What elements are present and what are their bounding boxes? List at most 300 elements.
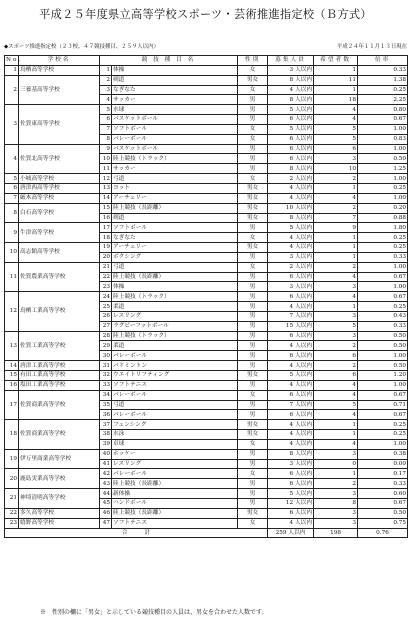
applicants: 4 — [314, 380, 358, 390]
row-no: 18 — [5, 420, 19, 450]
sex: 男 — [238, 498, 268, 508]
school-name: 厳木高等学校 — [19, 193, 100, 203]
sport-name: アーチェリー — [112, 193, 238, 203]
sport-no: 14 — [100, 193, 112, 203]
ratio: 0.38 — [358, 449, 408, 459]
applicants: 7 — [314, 213, 358, 223]
ratio: 1.00 — [358, 174, 408, 184]
sex: 女 — [238, 124, 268, 134]
applicants: 3 — [314, 311, 358, 321]
sex: 女 — [238, 262, 268, 272]
meta-line — [4, 42, 407, 52]
capacity: 2 人以内 — [268, 174, 314, 184]
ratio: 0.80 — [358, 105, 408, 115]
table-row — [5, 371, 408, 381]
sport-no: 31 — [100, 361, 112, 371]
table-row — [5, 243, 408, 253]
capacity: 6 人以内 — [268, 134, 314, 144]
sex: 男女 — [238, 430, 268, 440]
applicants: 0 — [314, 459, 358, 469]
sport-no: 23 — [100, 282, 112, 292]
sex: 男 — [238, 105, 268, 115]
ratio: 0.33 — [358, 479, 408, 489]
sport-name: 水泳 — [112, 430, 238, 440]
school-name: 佐賀商業高等学校 — [19, 390, 100, 420]
ratio: 0.50 — [358, 331, 408, 341]
applicants: 4 — [314, 272, 358, 282]
sport-name: ソフトテニス — [112, 380, 238, 390]
ratio: 0.88 — [358, 213, 408, 223]
sex: 男女 — [238, 371, 268, 381]
sport-no: 7 — [100, 124, 112, 134]
sport-no: 11 — [100, 164, 112, 174]
sport-no: 34 — [100, 390, 112, 400]
sport-no: 6 — [100, 115, 112, 125]
applicants: 1 — [314, 243, 358, 253]
sport-no: 27 — [100, 321, 112, 331]
capacity: 8 人以内 — [268, 75, 314, 85]
applicants: 5 — [314, 400, 358, 410]
header-no: No. — [6, 57, 23, 64]
total-capacity: 259 人以内 — [268, 528, 314, 538]
school-name: 佐賀農業高等学校 — [19, 262, 100, 292]
sport-name: 陸上競技（長距離） — [112, 272, 238, 282]
row-no: 7 — [5, 193, 19, 203]
applicants: 2 — [314, 174, 358, 184]
sport-name: バドミントン — [112, 361, 238, 371]
applicants: 1 — [314, 85, 358, 95]
capacity: 4 人以内 — [268, 439, 314, 449]
applicants: 5 — [314, 134, 358, 144]
sex: 男 — [238, 380, 268, 390]
sport-no: 42 — [100, 469, 112, 479]
capacity: 5 人以内 — [268, 124, 314, 134]
sex: 女 — [238, 390, 268, 400]
ratio: 0.25 — [358, 420, 408, 430]
ratio: 1.00 — [358, 282, 408, 292]
sport-no: 4 — [100, 95, 112, 105]
capacity: 4 人以内 — [268, 518, 314, 528]
sport-no: 2 — [100, 75, 112, 85]
school-name: 多久高等学校 — [19, 508, 100, 518]
sport-name: バレーボール — [112, 390, 238, 400]
ratio: 1.20 — [358, 371, 408, 381]
applicants: 5 — [314, 124, 358, 134]
sport-no: 5 — [100, 105, 112, 115]
sport-no: 41 — [100, 459, 112, 469]
sport-no: 15 — [100, 203, 112, 213]
header-sex: 性別 — [238, 56, 268, 66]
applicants: 10 — [314, 164, 358, 174]
sport-no: 25 — [100, 302, 112, 312]
capacity: 8 人以内 — [268, 449, 314, 459]
row-no: 8 — [5, 203, 19, 223]
table-row — [5, 331, 408, 341]
ratio: 0.25 — [358, 302, 408, 312]
ratio: 0.25 — [358, 430, 408, 440]
sex: 女 — [238, 85, 268, 95]
sport-no: 21 — [100, 262, 112, 272]
row-no: 14 — [5, 361, 19, 371]
applicants: 2 — [314, 361, 358, 371]
sport-name: 陸上競技（トラック） — [112, 331, 238, 341]
applicants: 3 — [314, 508, 358, 518]
capacity: 6 人以内 — [268, 292, 314, 302]
header-ratio: 倍率 — [358, 56, 408, 66]
sport-no: 3 — [100, 85, 112, 95]
sport-name: レスリング — [112, 459, 238, 469]
sex: 男女 — [238, 213, 268, 223]
capacity: 7 人以内 — [268, 311, 314, 321]
sport-no: 45 — [100, 498, 112, 508]
capacity: 5 人以内 — [268, 223, 314, 233]
capacity: 4 人以内 — [268, 243, 314, 253]
capacity: 4 人以内 — [268, 233, 314, 243]
capacity: 6 人以内 — [268, 508, 314, 518]
sex: 男 — [238, 400, 268, 410]
applicants: 4 — [314, 292, 358, 302]
sport-no: 22 — [100, 272, 112, 282]
ratio: 0.00 — [358, 459, 408, 469]
table-row — [5, 420, 408, 430]
capacity: 8 人以内 — [268, 95, 314, 105]
table-row — [5, 449, 408, 459]
sport-no: 32 — [100, 371, 112, 381]
capacity: 3 人以内 — [268, 252, 314, 262]
applicants: 11 — [314, 75, 358, 85]
ratio: 0.67 — [358, 390, 408, 400]
capacity: 4 人以内 — [268, 380, 314, 390]
applicants: 2 — [314, 479, 358, 489]
ratio: 0.67 — [358, 115, 408, 125]
capacity: 8 人以内 — [268, 213, 314, 223]
row-no: 3 — [5, 105, 19, 144]
sport-no: 17 — [100, 223, 112, 233]
sex: 男 — [238, 282, 268, 292]
sport-no: 1 — [100, 65, 112, 75]
school-name: 牛津高等学校 — [19, 223, 100, 243]
applicants: 1 — [314, 65, 358, 75]
sport-name: バレーボール — [112, 134, 238, 144]
row-no: 21 — [5, 489, 19, 509]
row-no: 2 — [5, 75, 19, 105]
capacity: 12 人以内 — [268, 498, 314, 508]
school-name: 佐賀北高等学校 — [19, 144, 100, 174]
header-sport: 競 技 種 目 名 — [100, 56, 238, 66]
capacity: 6 人以内 — [268, 469, 314, 479]
capacity: 5 人以内 — [268, 105, 314, 115]
ratio: 1.38 — [358, 75, 408, 85]
ratio: 0.20 — [358, 203, 408, 213]
sport-name: 陸上競技（長距離） — [112, 203, 238, 213]
row-no: 20 — [5, 469, 19, 489]
row-no: 17 — [5, 390, 19, 420]
school-name: 唐津工業高等学校 — [19, 361, 100, 371]
capacity: 4 人以内 — [268, 302, 314, 312]
table-row — [5, 508, 408, 518]
sex: 男 — [238, 489, 268, 499]
sport-name: レスリング — [112, 311, 238, 321]
school-name: 高志館高等学校 — [19, 243, 100, 263]
table-row — [5, 203, 408, 213]
sport-no: 36 — [100, 410, 112, 420]
sex: 男女 — [238, 183, 268, 193]
applicants: 1 — [314, 302, 358, 312]
ratio: 0.67 — [358, 292, 408, 302]
table-row — [5, 144, 408, 154]
school-name: 佐賀工業高等学校 — [19, 331, 100, 361]
applicants: 3 — [314, 518, 358, 528]
sex: 男女 — [238, 508, 268, 518]
sport-name: ソフトテニス — [112, 518, 238, 528]
capacity: 6 人以内 — [268, 479, 314, 489]
ratio: 0.67 — [358, 498, 408, 508]
sex: 男 — [238, 292, 268, 302]
capacity: 2 人以内 — [268, 262, 314, 272]
sex: 女 — [238, 174, 268, 184]
sex: 男 — [238, 302, 268, 312]
capacity: 15 人以内 — [268, 321, 314, 331]
table-header-row — [5, 56, 408, 66]
ratio: 0.33 — [358, 252, 408, 262]
row-no: 6 — [5, 183, 19, 193]
table-row — [5, 518, 408, 528]
applicants: 4 — [314, 115, 358, 125]
applicants: 3 — [314, 282, 358, 292]
sport-name: 陸上競技（長距離） — [112, 508, 238, 518]
header-school: 学校名 — [19, 56, 100, 66]
sport-name: ウエイトリフティング — [112, 371, 238, 381]
sport-name: 卓球 — [112, 439, 238, 449]
table-row — [5, 105, 408, 115]
ratio: 0.43 — [358, 311, 408, 321]
school-name: 佐賀商業高等学校 — [19, 420, 100, 450]
table-row — [5, 361, 408, 371]
sport-name: ハンドボール — [112, 498, 238, 508]
row-no: 13 — [5, 331, 19, 361]
ratio: 0.33 — [358, 321, 408, 331]
applicants: 1 — [314, 469, 358, 479]
capacity: 6 人以内 — [268, 144, 314, 154]
sport-name: 柔道 — [112, 302, 238, 312]
sport-name: フェンシング — [112, 420, 238, 430]
sport-name: バレーボール — [112, 351, 238, 361]
row-no: 5 — [5, 174, 19, 184]
sport-no: 43 — [100, 479, 112, 489]
sport-no: 8 — [100, 134, 112, 144]
designated-schools-table — [4, 55, 408, 538]
capacity: 6 人以内 — [268, 331, 314, 341]
sport-name: バレーボール — [112, 410, 238, 420]
table-row — [5, 262, 408, 272]
applicants: 8 — [314, 498, 358, 508]
ratio: 1.25 — [358, 164, 408, 174]
table-row — [5, 174, 408, 184]
sex: 男 — [238, 479, 268, 489]
sex: 男 — [238, 223, 268, 233]
sex: 男 — [238, 331, 268, 341]
applicants: 3 — [314, 331, 358, 341]
sex: 女 — [238, 439, 268, 449]
capacity: 4 人以内 — [268, 183, 314, 193]
school-name: 有田工業高等学校 — [19, 371, 100, 381]
sport-no: 20 — [100, 252, 112, 262]
table-row — [5, 193, 408, 203]
sport-no: 9 — [100, 144, 112, 154]
applicants: 1 — [314, 252, 358, 262]
capacity: 6 人以内 — [268, 154, 314, 164]
capacity: 4 人以内 — [268, 361, 314, 371]
sport-name: ヨット — [112, 183, 238, 193]
capacity: 4 人以内 — [268, 341, 314, 351]
sport-no: 46 — [100, 508, 112, 518]
ratio: 1.80 — [358, 223, 408, 233]
sex: 男女 — [238, 193, 268, 203]
header-capacity: 募集人員 — [268, 56, 314, 66]
table-row — [5, 65, 408, 75]
applicants: 2 — [314, 262, 358, 272]
sport-name: 弓道 — [112, 262, 238, 272]
table-row — [5, 390, 408, 400]
sex: 男 — [238, 164, 268, 174]
sex: 男女 — [238, 75, 268, 85]
footnote: ※ 性別の欄に「男女」と示している競技種目の人員は、男女を合わせた人数です。 — [40, 609, 268, 616]
capacity: 10 人以内 — [268, 203, 314, 213]
table-row — [5, 380, 408, 390]
meta-date: 平成２４年１１月１３日現在 — [336, 44, 407, 50]
capacity: 4 人以内 — [268, 430, 314, 440]
ratio: 1.00 — [358, 124, 408, 134]
sport-no: 18 — [100, 233, 112, 243]
school-name: 伊万里商業高等学校 — [19, 449, 100, 469]
sex: 男 — [238, 321, 268, 331]
sport-name: 新体操 — [112, 489, 238, 499]
ratio: 0.50 — [358, 508, 408, 518]
sport-no: 16 — [100, 213, 112, 223]
sport-no: 33 — [100, 380, 112, 390]
row-no: 23 — [5, 518, 19, 528]
total-applicants: 198 — [314, 528, 358, 538]
sex: 男女 — [238, 243, 268, 253]
sport-name: 弓道 — [112, 400, 238, 410]
sport-no: 38 — [100, 430, 112, 440]
applicants: 3 — [314, 489, 358, 499]
ratio: 1.00 — [358, 193, 408, 203]
sex: 男 — [238, 95, 268, 105]
sport-name: ホッケー — [112, 449, 238, 459]
ratio: 0.50 — [358, 361, 408, 371]
applicants: 5 — [314, 321, 358, 331]
sex: 女 — [238, 518, 268, 528]
sport-no: 30 — [100, 351, 112, 361]
sex: 男女 — [238, 420, 268, 430]
sport-name: 剣道 — [112, 213, 238, 223]
school-name: 鳥栖高等学校 — [19, 65, 100, 75]
sport-name: バレーボール — [112, 469, 238, 479]
header-applicants: 希望者数 — [314, 56, 358, 66]
school-name: 佐賀東高等学校 — [19, 105, 100, 144]
sport-name: ソフトボール — [112, 124, 238, 134]
sport-no: 29 — [100, 341, 112, 351]
sport-no: 10 — [100, 154, 112, 164]
applicants: 6 — [314, 351, 358, 361]
sex: 男 — [238, 459, 268, 469]
sex: 男 — [238, 410, 268, 420]
capacity: 3 人以内 — [268, 282, 314, 292]
sport-no: 24 — [100, 292, 112, 302]
ratio: 0.67 — [358, 272, 408, 282]
applicants: 9 — [314, 223, 358, 233]
sex: 女 — [238, 65, 268, 75]
applicants: 2 — [314, 203, 358, 213]
capacity: 4 人以内 — [268, 193, 314, 203]
ratio: 0.71 — [358, 400, 408, 410]
sex: 男 — [238, 115, 268, 125]
capacity: 7 人以内 — [268, 400, 314, 410]
sport-no: 12 — [100, 174, 112, 184]
ratio: 1.00 — [358, 351, 408, 361]
applicants: 2 — [314, 341, 358, 351]
school-name: 三養基高等学校 — [19, 75, 100, 105]
sport-name: 弓道 — [112, 174, 238, 184]
sex: 男 — [238, 351, 268, 361]
sport-no: 28 — [100, 331, 112, 341]
school-name: 白石高等学校 — [19, 203, 100, 223]
sport-no: 37 — [100, 420, 112, 430]
school-name: 鹿島実業高等学校 — [19, 469, 100, 489]
sport-name: アーチェリー — [112, 243, 238, 253]
ratio: 0.83 — [358, 134, 408, 144]
applicants: 4 — [314, 439, 358, 449]
sex: 女 — [238, 233, 268, 243]
sex: 女 — [238, 134, 268, 144]
capacity: 6 人以内 — [268, 410, 314, 420]
sex: 男 — [238, 449, 268, 459]
capacity: 3 人以内 — [268, 65, 314, 75]
capacity: 6 人以内 — [268, 272, 314, 282]
applicants: 4 — [314, 390, 358, 400]
ratio: 0.33 — [358, 65, 408, 75]
row-no: 11 — [5, 262, 19, 292]
ratio: 2.25 — [358, 95, 408, 105]
ratio: 1.00 — [358, 262, 408, 272]
sport-no: 26 — [100, 311, 112, 321]
school-name: 嬉野高等学校 — [19, 518, 100, 528]
capacity: 5 人以内 — [268, 371, 314, 381]
applicants: 4 — [314, 193, 358, 203]
row-no: 9 — [5, 223, 19, 243]
ratio: 1.00 — [358, 144, 408, 154]
sex: 男 — [238, 311, 268, 321]
sport-name: 陸上競技（トラック） — [112, 292, 238, 302]
row-no: 10 — [5, 243, 19, 263]
applicants: 6 — [314, 144, 358, 154]
sport-name: 水球 — [112, 105, 238, 115]
capacity: 6 人以内 — [268, 390, 314, 400]
sex: 男 — [238, 154, 268, 164]
sport-no: 39 — [100, 439, 112, 449]
table-row — [5, 75, 408, 85]
school-name: 唐津西高等学校 — [19, 183, 100, 193]
applicants: 1 — [314, 420, 358, 430]
sport-name: サッカー — [112, 164, 238, 174]
school-name: 鳥栖工業高等学校 — [19, 292, 100, 331]
sex: 男 — [238, 341, 268, 351]
applicants: 4 — [314, 410, 358, 420]
capacity: 5 人以内 — [268, 489, 314, 499]
total-label: 合 計 — [5, 528, 268, 538]
ratio: 0.50 — [358, 154, 408, 164]
